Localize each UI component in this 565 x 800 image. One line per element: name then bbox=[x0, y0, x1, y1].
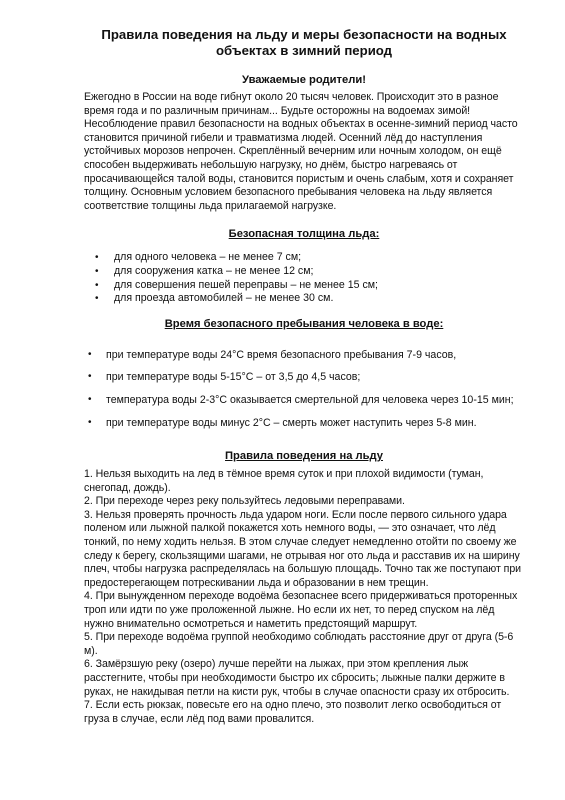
document-title: Правила поведения на льду и меры безопасности на водных объектах в зимний период bbox=[101, 27, 507, 58]
ice-rules-heading: Правила поведения на льду bbox=[225, 450, 383, 463]
rule-item: 2. При переходе через реку пользуйтесь ледовыми переправами. bbox=[84, 495, 405, 508]
ice-thickness-heading: Безопасная толщина льда: bbox=[228, 228, 380, 241]
list-item: • при температуре воды минус 2°С – смерть может наступить через 5-8 мин. bbox=[84, 412, 524, 435]
water-time-list bbox=[84, 344, 524, 434]
water-time-heading: Время безопасного пребывания человека в воде: bbox=[164, 317, 444, 330]
list-item: • при температуре воды 24°С время безопасного пребывания 7-9 часов, bbox=[84, 344, 524, 367]
rule-item: 6. Замёрзшую реку (озеро) лучше перейти на лыжах, при этом крепления лыж расстегните, чтобы при необходимости быстро их сбросить; лыжные палки держите в руках, не накидывая петли на кисти рук, чтобы в случае опасности сразу их отбросить. bbox=[84, 658, 510, 698]
ice-thickness-list bbox=[84, 251, 524, 305]
rule-item: 5. При переходе водоёма группой необходимо соблюдать расстояние друг от друга (5-6 м). bbox=[84, 631, 514, 657]
rule-item: 4. При вынужденном переходе водоёма безопаснее всего придерживаться проторенных троп или идти по уже проложенной лыжне. Но если их нет, то перед спуском на лёд нужно внимательно осмотреться и наметить предстоящий маршрут. bbox=[84, 590, 518, 630]
rule-item: 1. Нельзя выходить на лед в тёмное время суток и при плохой видимости (туман, снегопад, дождь). bbox=[84, 468, 484, 494]
ice-rules-list bbox=[84, 468, 524, 726]
document-page bbox=[84, 0, 524, 726]
list-item: • при температуре воды 5-15°С – от 3,5 до 4,5 часов; bbox=[84, 366, 524, 389]
list-item: • температура воды 2-3°С оказывается смертельной для человека через 10-15 мин; bbox=[84, 389, 524, 412]
intro-paragraph: Ежегодно в России на воде гибнут около 20 тысяч человек. Происходит это в разное время года и по различным причинам... Будьте осторожны на водоемах зимой! Несоблюдение правил безопасности на водных объектах в осенне-зимний период часто становится причиной гибели и травматизма людей. Осенний лёд до наступления устойчивых морозов непрочен. Скреплённый вечерним или ночным холодом, он ещё способен выдерживать небольшую нагрузку, но днём, быстро нагреваясь от просачивающейся талой воды, становится пористым и очень слабым, хотя и сохраняет толщину. Основным условием безопасного пребывания человека на льду является соответствие толщины льда прилагаемой нагрузке. bbox=[84, 91, 518, 212]
list-item: • для одного человека – не менее 7 см; bbox=[84, 251, 524, 265]
rule-item: 7. Если есть рюкзак, повесьте его на одно плечо, это позволит легко освободиться от груза в случае, если лёд под вами провалится. bbox=[84, 699, 502, 725]
list-item: • для совершения пешей переправы – не менее 15 см; bbox=[84, 279, 524, 293]
list-item: • для проезда автомобилей – не менее 30 см. bbox=[84, 292, 524, 306]
greeting-heading: Уважаемые родители! bbox=[242, 74, 366, 86]
rule-item: 3. Нельзя проверять прочность льда ударом ноги. Если после первого сильного удара поленом или лыжной палкой покажется хоть немного воды, — это означает, что лёд тонкий, по нему ходить нельзя. В этом случае следует немедленно отойти по своему же следу к берегу, скользящими шагами, не отрывая ног ото льда и расставив их на ширину плеч, чтобы нагрузка распределялась на большую площадь. Точно так же поступают при предостерегающем потрескивании льда и образовании в нем трещин. bbox=[84, 508, 522, 589]
list-item: • для сооружения катка – не менее 12 см; bbox=[84, 265, 524, 279]
